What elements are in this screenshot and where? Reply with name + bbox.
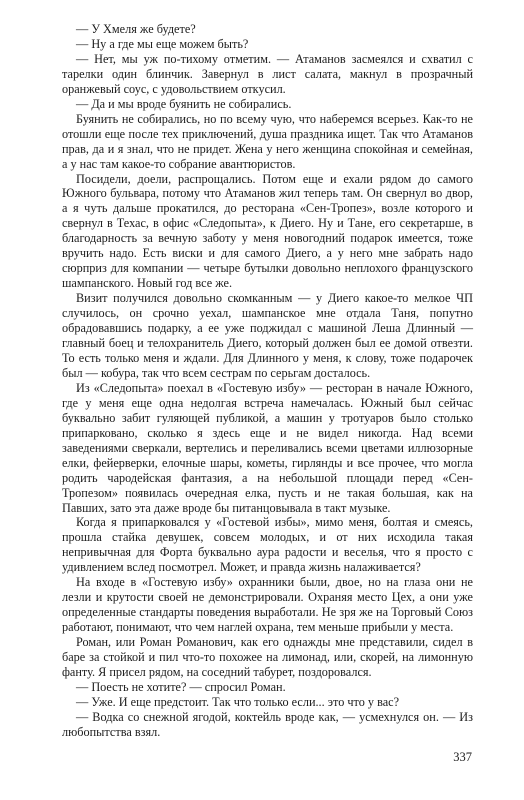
paragraph-11: Роман, или Роман Романович, как его однажды мне представили, сидел в баре за стойкой и пил что-то похожее на лимонад, или, скорей, на лимонную фанту. Я присел рядом, на соседний табурет, поздоровался. [62,635,473,679]
paragraph-2: — Ну а где мы еще можем быть? [76,36,249,51]
paragraph-10: На входе в «Гостевую избу» охранники были, двое, но на глаза они не лезли и крутости своей не демонстрировали. Охраняя место Цех, а они уже определенные стандарты поведения выработали. Не зря же на Торговый Союз работают, понимают, что чем наглей охрана, тем меньше прибыли у места. [62,575,473,635]
paragraph-6: Посидели, доели, распрощались. Потом еще и ехали рядом до самого Южного бульвара, потому что Атаманов жил теперь там. Он свернул во двор, а я чуть дальше прокатился, до ресторана «Сен-Тропез», возле которого и свернул в Техас, в офис «Следопыта», к Диего. Ну и Тане, его секретарше, в благодарность за вечную заботу у меня новогодний подарок имеется, тоже вручить надо. Есть виски и для самого Диего, а у него мне забрать надо сюрприз для компании — четыре бутылки довольно неплохого французского шампанского. Новый год все же. [62,171,473,291]
paragraph-7: Визит получился довольно скомканным — у Диего какое-то мелкое ЧП случилось, он срочно уехал, шампанское мне отдала Таня, попутно обрадовавшись подарку, а ее уже поджидал с машиной Леша Длинный — главный боец и телохранитель Диего, который должен был ее домой отвезти. То есть только меня и ждали. Для Длинного у меня, к слову, тоже подарочек был — кобура, так что всем сестрам по серьгам досталось. [62,291,473,380]
paragraph-9: Когда я припарковался у «Гостевой избы», мимо меня, болтая и смеясь, прошла стайка девушек, совсем молодых, и от них исходила такая непривычная для Форта буквально аура радости и веселья, что я просто с удивлением вслед посмотрел. Может, и правда жизнь налаживается? [62,515,473,575]
paragraph-1: — У Хмеля же будете? [76,22,196,36]
paragraph-14: — Водка со снежной ягодой, коктейль вроде как, — усмехнулся он. — Из любопытства взял. [62,709,473,739]
body-text [62,22,473,740]
paragraph-8: Из «Следопыта» поехал в «Гостевую избу» — ресторан в начале Южного, где у меня еще одна недолгая встреча намечалась. Южный был сейчас буквально забит гуляющей публикой, а машин у тротуаров было столько припарковано, сколько я здесь еще и не видел никогда. Над всеми заведениями сверкали, вертелись и переливались всеми цветами иллюзорные елки, фейерверки, елочные шары, кометы, гирлянды и все прочее, что могла родить чародейская фантазия, а на небольшой площади перед «Сен-Тропезом» появилась очередная елка, пусть и не такая большая, как на Павших, зато эта даже вроде бы питанцовывала в такт музыке. [62,380,473,515]
page-number: 337 [453,750,472,764]
paragraph-12: — Поесть не хотите? — спросил Роман. [76,679,286,694]
paragraph-4: — Да и мы вроде буянить не собирались. [76,96,292,111]
paragraph-13: — Уже. И еще предстоит. Так что только если... это что у вас? [76,694,400,709]
paragraph-5: Буянить не собирались, но по всему чую, что наберемся всерьез. Как-то не отошли еще после тех приключений, душа праздника ищет. Так что Атаманов прав, да и я знал, что не придет. Жена у него женщина спокойная и семейная, а у нас там какое-то собрание авантюристов. [62,111,473,171]
paragraph-3: — Нет, мы уж по-тихому отметим. — Атаманов засмеялся и схватил с тарелки один блинчик. Завернул в лист салата, макнул в прозрачный оранжевый соус, с удовольствием откусил. [62,51,473,96]
